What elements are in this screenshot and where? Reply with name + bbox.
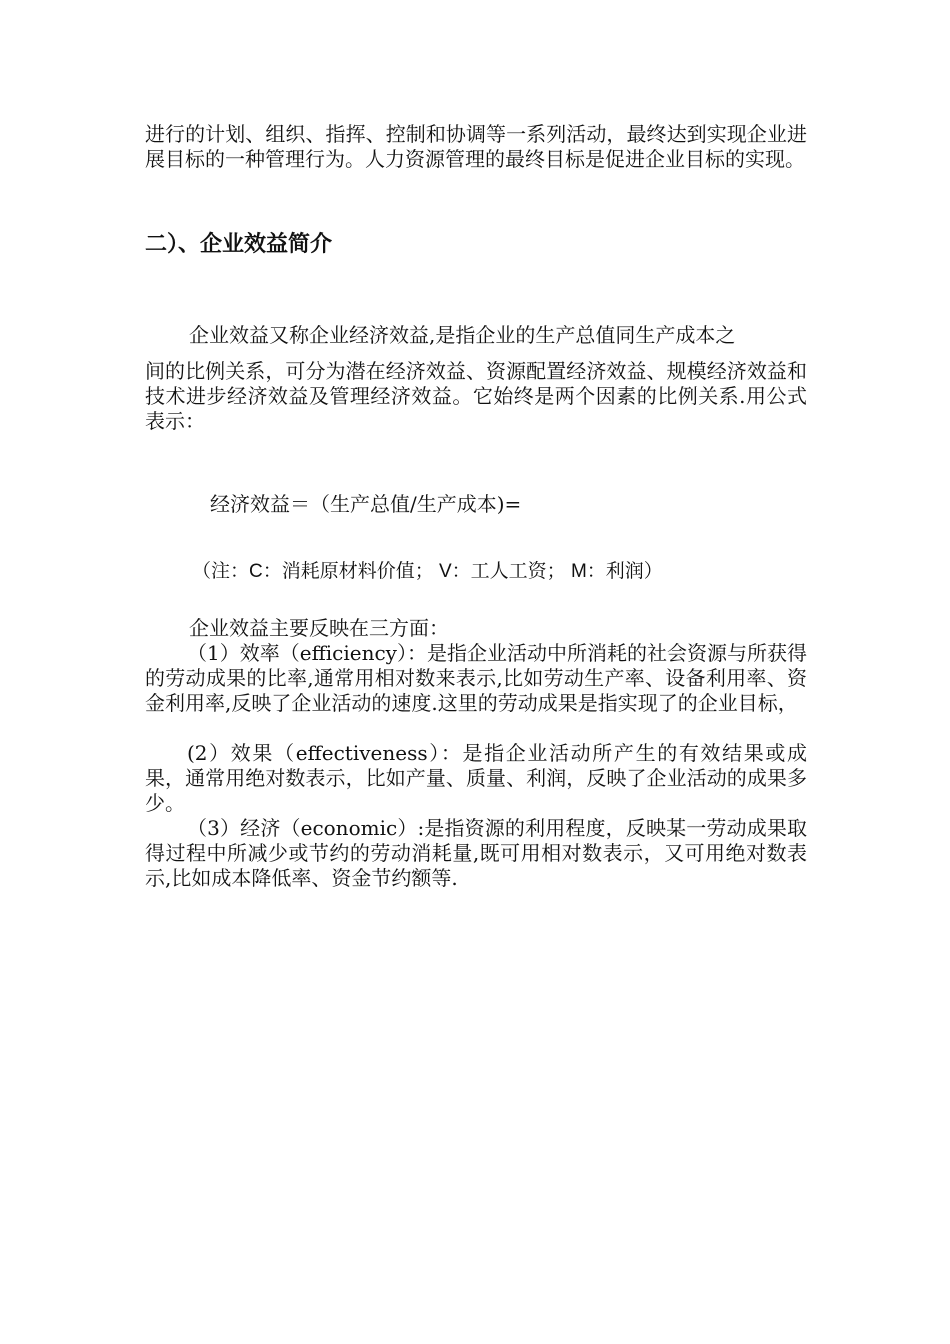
formula-line: 经济效益＝（生产总值/生产成本)= (210, 492, 522, 516)
section-heading: 二）、企业效益简介 (145, 232, 333, 257)
aspect-efficiency: （1）效率（efficiency）：是指企业活动中所消耗的社会资源与所获得的劳动成果的比率,通常用相对数来表示,比如劳动生产率、设备利用率、资金利用率,反映了企业活动的速度.这里的劳动成果是指实现了的企业目标， (145, 641, 807, 715)
formula-note: （注：C：消耗原材料价值； V：工人工资； M：利润） (192, 561, 663, 582)
aspect-economic: （3）经济（economic）:是指资源的利用程度，反映某一劳动成果取得过程中所减少或节约的劳动消耗量,既可用相对数表示，又可用绝对数表示,比如成本降低率、资金节约额等. (145, 816, 807, 890)
aspect-effectiveness: (2）效果（effectiveness）：是指企业活动所产生的有效结果或成果，通常用绝对数表示，比如产量、质量、利润，反映了企业活动的成果多少。 (145, 741, 807, 815)
intro-paragraph: 进行的计划、组织、指挥、控制和协调等一系列活动，最终达到实现企业进展目标的一种管理行为。人力资源管理的最终目标是促进企业目标的实现。 (145, 122, 807, 171)
aspects-intro: 企业效益主要反映在三方面： (189, 616, 449, 640)
definition-first-line: 企业效益又称企业经济效益,是指企业的生产总值同生产成本之 (189, 323, 736, 347)
definition-paragraph: 间的比例关系，可分为潜在经济效益、资源配置经济效益、规模经济效益和技术进步经济效益及管理经济效益。它始终是两个因素的比例关系.用公式表示： (145, 359, 807, 433)
